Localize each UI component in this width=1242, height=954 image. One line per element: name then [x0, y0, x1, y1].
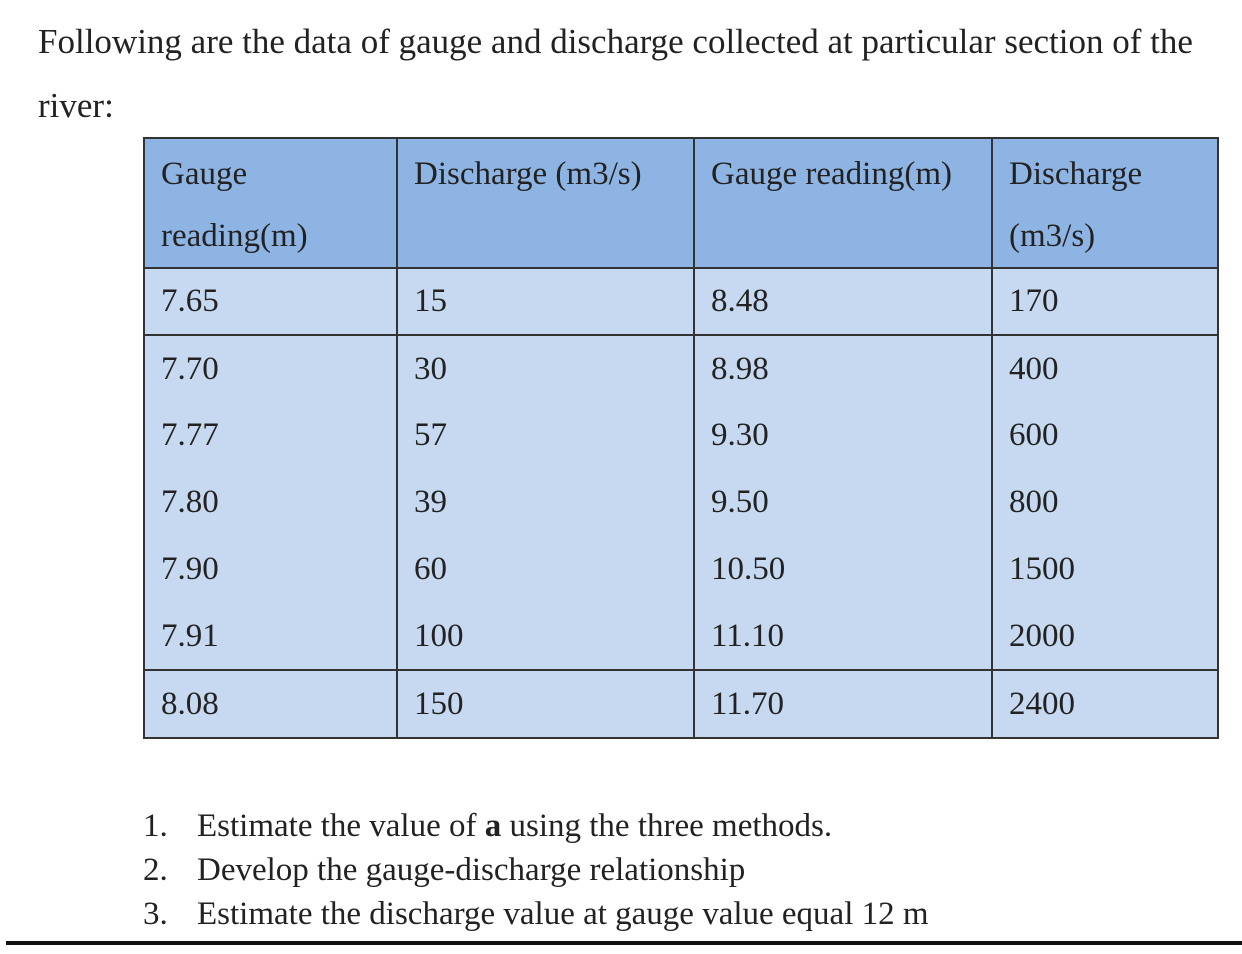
table-cell: 170 [992, 268, 1218, 335]
table-cell: 39 [397, 469, 694, 536]
table-cell: 8.98 [694, 335, 992, 402]
table-cell: 7.65 [144, 268, 397, 335]
question-text-part: Estimate the value of [197, 808, 485, 844]
list-item [143, 848, 929, 892]
header-gauge-reading-1: Gauge reading(m) [144, 138, 397, 268]
table-cell: 100 [397, 603, 694, 670]
table-header-row [144, 138, 1218, 268]
list-number: 1. [143, 808, 168, 844]
bottom-rule [6, 941, 1242, 945]
header-discharge-2: Discharge (m3/s) [992, 138, 1218, 268]
table-row [144, 603, 1218, 670]
table-cell: 10.50 [694, 536, 992, 603]
table-cell: 8.08 [144, 670, 397, 738]
table-row [144, 469, 1218, 536]
table-row [144, 670, 1218, 738]
table-cell: 30 [397, 335, 694, 402]
table-cell: 9.50 [694, 469, 992, 536]
table-cell: 150 [397, 670, 694, 738]
table-cell: 400 [992, 335, 1218, 402]
table-cell: 600 [992, 402, 1218, 469]
table-row [144, 335, 1218, 402]
table-row [144, 268, 1218, 335]
table-cell: 2000 [992, 603, 1218, 670]
table-cell: 7.70 [144, 335, 397, 402]
table-cell: 15 [397, 268, 694, 335]
question-text [197, 804, 832, 848]
question-text: Estimate the discharge value at gauge value equal 12 m [197, 896, 929, 932]
table-cell: 57 [397, 402, 694, 469]
intro-paragraph: Following are the data of gauge and discharge collected at particular section of the river: [38, 22, 1193, 125]
table-row [144, 402, 1218, 469]
gauge-discharge-table [143, 137, 1219, 739]
table-cell: 11.70 [694, 670, 992, 738]
table-cell: 7.80 [144, 469, 397, 536]
question-list [143, 804, 929, 936]
table-cell: 2400 [992, 670, 1218, 738]
table-cell: 60 [397, 536, 694, 603]
table-cell: 8.48 [694, 268, 992, 335]
table-cell: 7.90 [144, 536, 397, 603]
list-number: 2. [143, 852, 168, 888]
table-cell: 7.77 [144, 402, 397, 469]
list-number: 3. [143, 896, 168, 932]
table-cell: 800 [992, 469, 1218, 536]
list-item [143, 804, 929, 848]
table-cell: 9.30 [694, 402, 992, 469]
table-cell: 1500 [992, 536, 1218, 603]
question-emphasis: a [484, 808, 502, 844]
list-item [143, 892, 929, 936]
question-text-part: using the three methods. [501, 808, 833, 844]
table-cell: 11.10 [694, 603, 992, 670]
table-row [144, 536, 1218, 603]
table-cell: 7.91 [144, 603, 397, 670]
header-gauge-reading-2: Gauge reading(m) [694, 138, 992, 268]
header-discharge-1: Discharge (m3/s) [397, 138, 694, 268]
question-text: Develop the gauge-discharge relationship [197, 852, 746, 888]
